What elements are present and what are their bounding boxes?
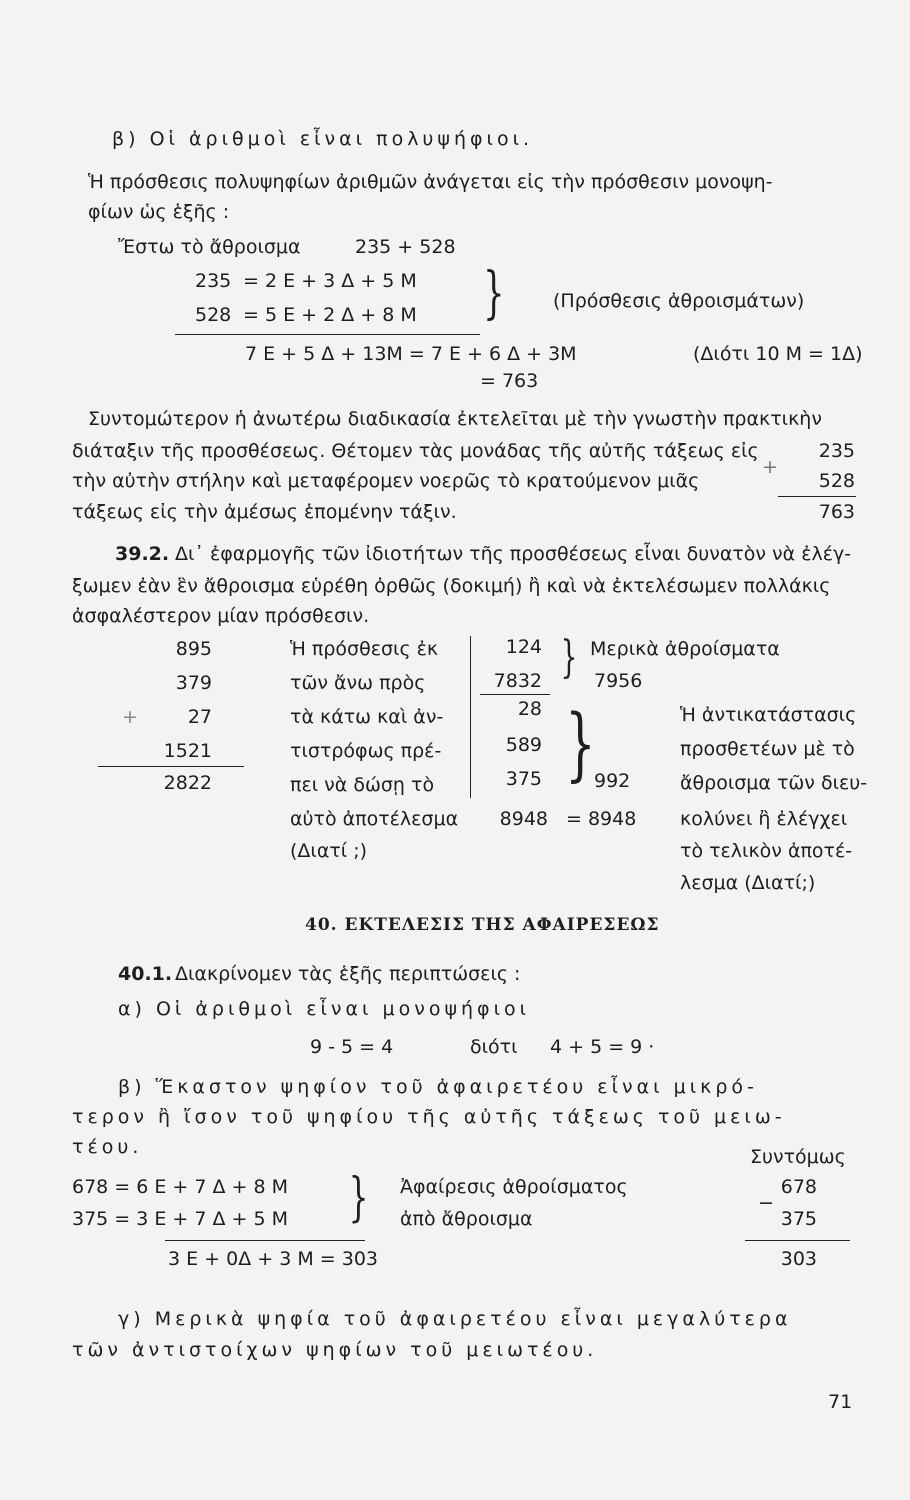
case-c-line-1: γ) Μερικὰ ψηφία τοῦ ἀφαιρετέου εἶναι μεγαλύτερα [118, 1308, 792, 1330]
minus-sign: − [758, 1192, 774, 1214]
check-text-6: αὐτὸ ἀποτέλεσμα [290, 808, 459, 830]
right-text-6: λεσμα (Διατί;) [680, 872, 816, 894]
case-b-note-2: ἀπὸ ἄθροισμα [400, 1208, 533, 1230]
p39-2-number: 39.2. [115, 543, 170, 565]
partial-sum-2: 992 [594, 770, 631, 792]
intro-line-2: φίων ὡς ἑξῆς : [88, 201, 230, 223]
case-b-rule [165, 1240, 365, 1241]
check-col1-total: 2822 [163, 772, 212, 794]
example-label: Ἔστω τὸ ἄθροισμα [118, 236, 301, 258]
example-row1-right: = 2 Ε + 3 Δ + 5 Μ [243, 270, 417, 292]
right-text-2: προσθετέων μὲ τὸ [680, 738, 855, 760]
example-sum-rule [175, 334, 480, 335]
case-b-short-rule [745, 1240, 850, 1241]
check-text-4: τιστρόφως πρέ- [290, 740, 442, 762]
partial-sums-label: Μερικὰ ἀθροίσματα [590, 638, 780, 660]
check-text-7: (Διατί ;) [290, 840, 368, 862]
p40-1-text: Διακρίνομεν τὰς ἑξῆς περιπτώσεις : [175, 963, 521, 985]
p39-2-line-2: ξωμεν ἐὰν ἓν ἄθροισμα εὑρέθη ὀρθῶς (δοκιμή) ἢ καὶ νὰ ἐκτελέσωμεν πολλάκις [72, 575, 831, 597]
check-col1-n4: 1521 [163, 740, 212, 762]
partial-total: = 8948 [566, 808, 637, 830]
case-b-line-2: τερον ἢ ἴσον τοῦ ψηφίου τῆς αὐτῆς τάξεως τοῦ μειω- [72, 1106, 786, 1128]
example-row1-left: 235 [195, 270, 232, 292]
plus-sign: + [762, 456, 778, 478]
case-b-line-3: τέου. [72, 1136, 143, 1158]
check-col1-n2: 379 [175, 672, 212, 694]
case-b-note-1: Ἀφαίρεσις ἀθροίσματος [400, 1176, 628, 1198]
short-num-1: 235 [818, 440, 855, 462]
case-b-short-label: Συντόμως [750, 1146, 846, 1168]
case-b-row2: 375 = 3 Ε + 7 Δ + 5 Μ [72, 1208, 289, 1230]
right-brace-icon: } [483, 261, 505, 326]
case-b-result: 3 Ε + 0Δ + 3 Μ = 303 [168, 1248, 379, 1270]
example-reason: (Διότι 10 Μ = 1Δ) [693, 343, 863, 365]
example-brace-note: (Πρόσθεσις ἀθροισμάτων) [553, 290, 805, 312]
check-col3-n4: 589 [505, 734, 542, 756]
check-text-3: τὰ κάτω καὶ ἀν- [290, 706, 444, 728]
brace-icon: } [565, 697, 596, 790]
case-b-n1: 678 [780, 1176, 817, 1198]
check-divider [470, 636, 471, 798]
short-para-line-4: τάξεως εἰς τὴν ἀμέσως ἑπομένην τάξιν. [72, 501, 457, 523]
case-b-row1: 678 = 6 Ε + 7 Δ + 8 Μ [72, 1176, 289, 1198]
case-c-line-2: τῶν ἀντιστοίχων ψηφίων τοῦ μειωτέου. [72, 1339, 598, 1361]
check-col3-n2: 7832 [493, 670, 542, 692]
example-row2-right: = 5 Ε + 2 Δ + 8 Μ [243, 304, 417, 326]
right-text-5: τὸ τελικὸν ἀποτέ- [680, 840, 853, 862]
check-col1-n3: 27 [187, 706, 212, 728]
short-para-line-3: τὴν αὐτὴν στήλην καὶ μεταφέρομεν νοερῶς τὸ κρατούμενον μιᾶς [72, 470, 700, 492]
brace-icon: } [348, 1168, 369, 1228]
case-a-eq2: 4 + 5 = 9 · [550, 1036, 655, 1058]
check-col3-n3: 28 [517, 698, 542, 720]
check-col3-n5: 375 [505, 768, 542, 790]
example-final: = 763 [480, 370, 539, 392]
intro-line-1: Ἡ πρόσθεσις πολυψηφίων ἀριθμῶν ἀνάγεται εἰς τὴν πρόσθεσιν μονοψη- [88, 171, 773, 193]
page-number: 71 [828, 1391, 853, 1413]
check-text-2: τῶν ἄνω πρὸς [290, 672, 426, 694]
check-col3-rule-1 [480, 694, 550, 695]
case-a-because: διότι [470, 1036, 518, 1058]
p39-2-line-3: ἀσφαλέστερον μίαν πρόσθεσιν. [72, 605, 370, 627]
brace-icon: } [560, 632, 578, 683]
check-col1-rule [98, 766, 244, 767]
example-result: 7 Ε + 5 Δ + 13Μ = 7 Ε + 6 Δ + 3Μ [245, 343, 577, 365]
short-num-2: 528 [818, 470, 855, 492]
right-text-4: κολύνει ἢ ἐλέγχει [680, 808, 848, 830]
short-total: 763 [818, 501, 855, 523]
check-col1-plus: + [122, 706, 138, 728]
section-b-title: β) Οἱ ἀριθμοὶ εἶναι πολυψήφιοι. [112, 128, 534, 150]
case-b-line-1: β) Ἕκαστον ψηφίον τοῦ ἀφαιρετέου εἶναι μικρό- [118, 1076, 758, 1098]
short-sum-rule [778, 496, 856, 497]
partial-sum-1: 7956 [594, 670, 643, 692]
example-sum: 235 + 528 [355, 236, 456, 258]
short-para-line-2: διάταξιν τῆς προσθέσεως. Θέτομεν τὰς μονάδας τῆς αὐτῆς τάξεως εἰς [72, 440, 759, 462]
example-row2-left: 528 [195, 304, 232, 326]
case-a-title: α) Οἱ ἀριθμοὶ εἶναι μονοψήφιοι [118, 998, 531, 1020]
check-col1-n1: 895 [175, 638, 212, 660]
check-col3-n1: 124 [505, 636, 542, 658]
check-col3-total: 8948 [499, 808, 548, 830]
case-a-eq: 9 - 5 = 4 [310, 1036, 394, 1058]
p39-2-line-1: Δι᾿ ἐφαρμογῆς τῶν ἰδιοτήτων τῆς προσθέσεως εἶναι δυνατὸν νὰ ἐλέγ- [175, 543, 852, 565]
case-b-n2: 375 [780, 1208, 817, 1230]
check-text-1: Ἡ πρόσθεσις ἐκ [290, 638, 439, 660]
short-para-line-1: Συντομώτερον ἡ ἀνωτέρω διαδικασία ἐκτελεῖται μὲ τὴν γνωστὴν πρακτικὴν [88, 408, 822, 430]
right-text-1: Ἡ ἀντικατάστασις [680, 704, 857, 726]
p40-1-number: 40.1. [118, 963, 173, 985]
right-text-3: ἄθροισμα τῶν διευ- [680, 772, 868, 794]
case-b-total: 303 [780, 1248, 817, 1270]
check-text-5: πει νὰ δώσῃ τὸ [290, 774, 435, 796]
heading-40: 40. ΕΚΤΕΛΕΣΙΣ ΤΗΣ ΑΦΑΙΡΕΣΕΩΣ [305, 915, 660, 935]
